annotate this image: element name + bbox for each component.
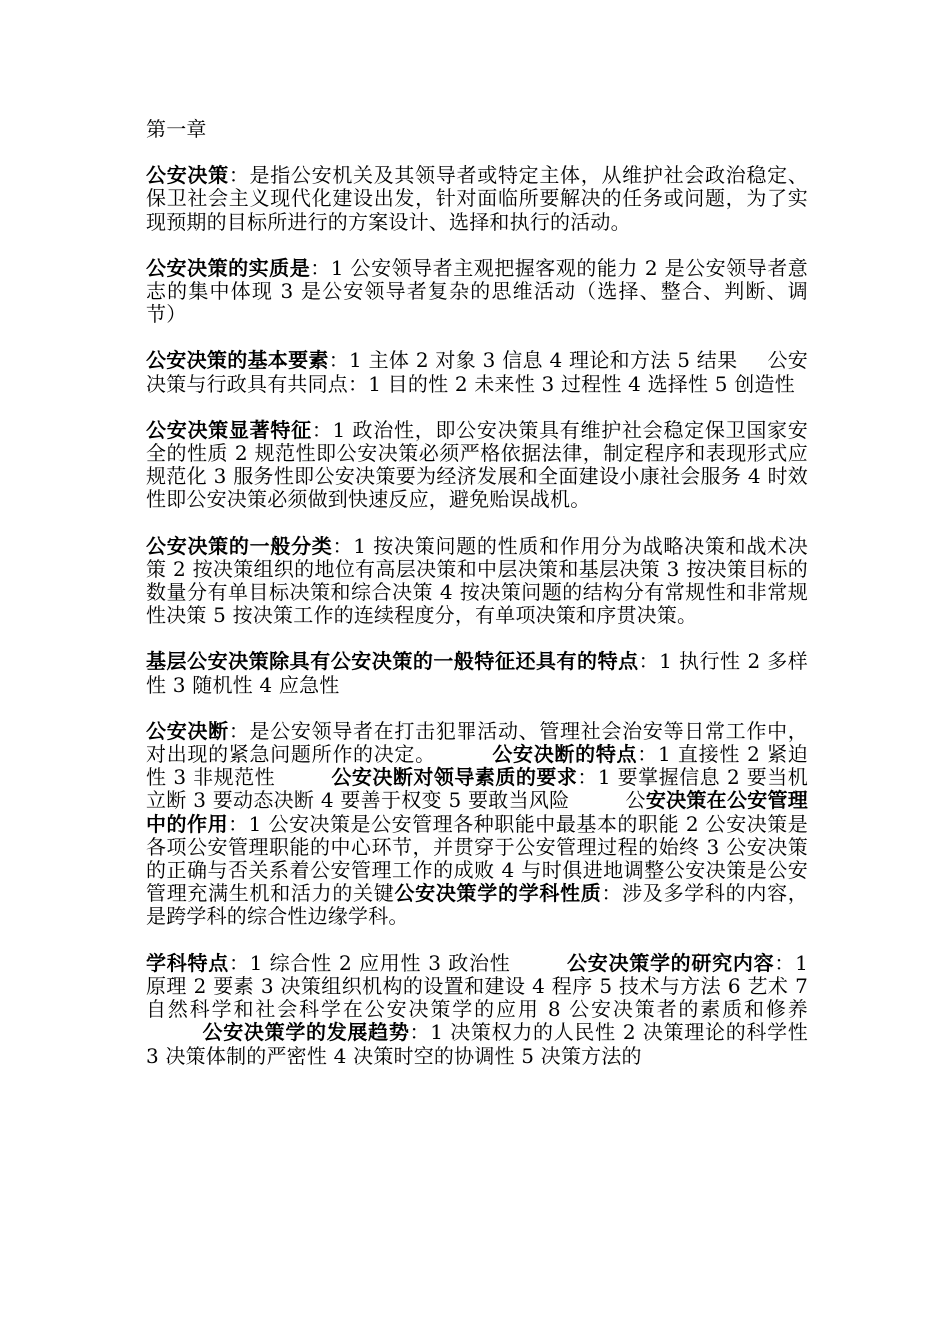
body-text: ：1 要掌握信息 2 要当机立断 3 要动态决断 4 要善于权变 5 要敢当风险 <box>146 765 808 813</box>
paragraph-classification <box>146 535 808 628</box>
paragraph-essence <box>146 257 808 327</box>
term: 公安决断 <box>146 718 229 743</box>
term: 公安决策的基本要素 <box>146 348 329 373</box>
body-text: ：涉及多学科的内容，是跨学科的综合性边缘学科。 <box>146 881 808 929</box>
body-text: ：1 执行性 2 多样性 3 随机性 4 应急性 <box>146 649 808 697</box>
body-text: 公安决策与行政具有共同点：1 目的性 2 未来性 3 过程性 4 选择性 5 创造性 <box>146 348 808 396</box>
body-text: 公 <box>625 788 646 813</box>
body-text: ：1 公安领导者主观把握客观的能力 2 是公安领导者意志的集中体现 3 是公安领导者复杂的思维活动（选择、整合、判断、调节） <box>146 255 808 327</box>
body-text: ：1 原理 2 要素 3 决策组织机构的设置和建设 4 程序 5 技术与方法 6 艺术 7 自然科学和社会科学在公安决策学的应用 8 公安决策者的素质和修养 <box>146 950 809 1022</box>
term: 公安决策的实质是 <box>146 255 311 280</box>
term: 基层公安决策除具有公安决策的一般特征还具有的特点 <box>146 649 639 674</box>
paragraph-elements <box>146 349 808 395</box>
body-text: ：1 决策权力的人民性 2 决策理论的科学性 3 决策体制的严密性 4 决策时空的协调性 5 决策方法的 <box>146 1020 809 1068</box>
term: 公安决策 <box>146 163 229 188</box>
chapter-heading: 第一章 <box>146 117 207 141</box>
term: 公安决策显著特征 <box>146 417 312 442</box>
body-text: ：1 主体 2 对象 3 信息 4 理论和方法 5 结果 <box>328 348 738 373</box>
term: 公安决策学的学科性质 <box>394 881 602 906</box>
body-text: ：是公安领导者在打击犯罪活动、管理社会治安等日常工作中，对出现的紧急问题所作的决定。 <box>146 718 808 767</box>
term: 公安决策学的发展趋势 <box>202 1020 410 1045</box>
body-text: ：1 政治性，即公安决策具有维护社会稳定保卫国家安全的性质 2 规范性即公安决策必须严格依据法律，制定程序和表现形式应规范化 3 服务性即公安决策要为经济发展和全面建设小康社会服务 4 时效性即公安决策必须做到快速反应，避免贻误战机。 <box>146 417 808 512</box>
term: 公安决断对领导素质的要求 <box>331 765 578 790</box>
term: 公安决断的特点 <box>491 742 638 767</box>
term: 安决策在公安管理中的作用 <box>146 788 808 836</box>
body-text: ：是指公安机关及其领导者或特定主体，从维护社会政治稳定、保卫社会主义现代化建设出发，针对面临所要解决的任务或问题，为了实现预期的目标所进行的方案设计、选择和执行的活动。 <box>146 163 808 234</box>
term: 学科特点 <box>146 950 229 975</box>
body-text: ：1 公安决策是公安管理各种职能中最基本的职能 2 公安决策是各项公安管理职能的中心环节，并贯穿于公安管理过程的始终 3 公安决策的正确与否关系着公安管理工作的成败 4 与时俱进地调整公安决策是公安管理充满生机和活力的关键 <box>146 811 808 906</box>
term: 公安决策学的研究内容 <box>566 950 775 975</box>
body-text: ：1 按决策问题的性质和作用分为战略决策和战术决策 2 按决策组织的地位有高层决策和中层决策和基层决策 3 按决策目标的数量分有单目标决策和综合决策 4 按决策问题的结构分有常规性和非常规性决策 5 按决策工作的连续程度分，有单项决策和序贯决策。 <box>146 533 808 628</box>
paragraph-features <box>146 419 808 512</box>
paragraph-decision <box>146 720 808 929</box>
body-text: ：1 直接性 2 紧迫性 3 非规范性 <box>146 742 808 790</box>
body-text: ：1 综合性 2 应用性 3 政治性 <box>228 950 511 975</box>
paragraph-definition <box>146 164 808 234</box>
document-page <box>146 118 808 1091</box>
term: 公安决策的一般分类 <box>146 533 333 558</box>
paragraph-grassroots <box>146 650 808 696</box>
paragraph-discipline <box>146 952 808 1068</box>
